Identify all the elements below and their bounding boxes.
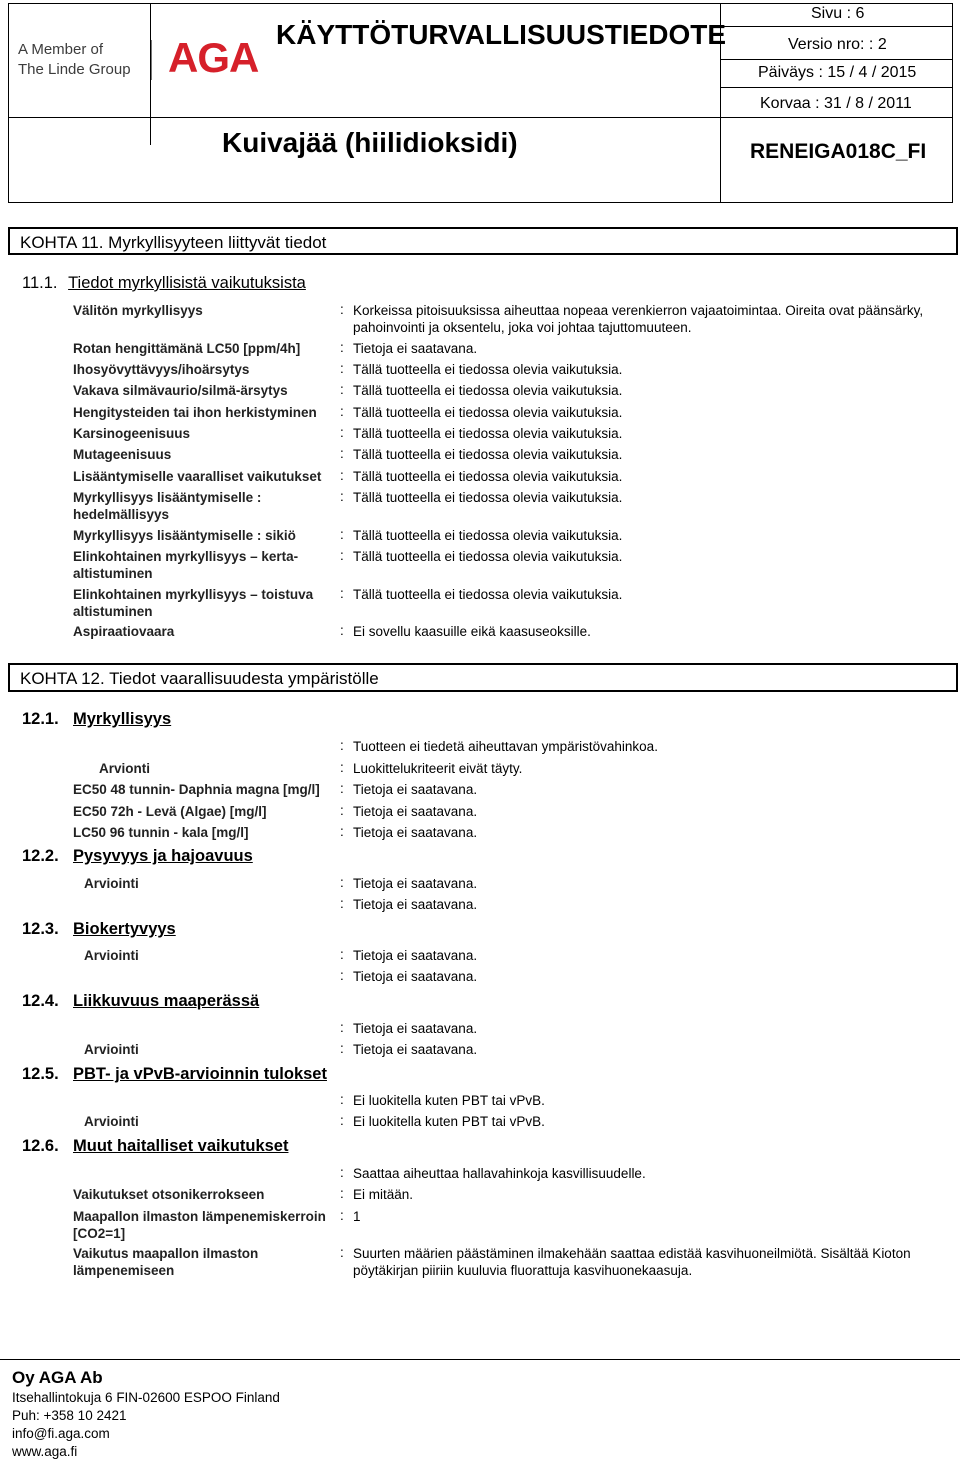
row-value: Tällä tuotteella ei tiedossa olevia vaikutuksia. bbox=[353, 405, 623, 420]
subsection-title: PBT- ja vPvB-arvioinnin tulokset bbox=[73, 1065, 327, 1083]
subsection-title: Liikkuvuus maaperässä bbox=[73, 992, 260, 1010]
row-label: Myrkyllisyys lisääntymiselle : hedelmällisyys bbox=[73, 490, 262, 522]
colon-separator: : bbox=[340, 947, 344, 962]
subsection-number: 12.6. bbox=[22, 1137, 59, 1155]
product-name: Kuivajää (hiilidioksidi) bbox=[222, 127, 518, 158]
document-title: KÄYTTÖTURVALLISUUSTIEDOTE bbox=[276, 19, 727, 50]
row-label: EC50 72h - Levä (Algae) [mg/l] bbox=[73, 804, 267, 819]
footer-website[interactable]: www.aga.fi bbox=[12, 1444, 78, 1459]
footer-company: Oy AGA Ab bbox=[12, 1368, 103, 1387]
colon-separator: : bbox=[340, 1041, 344, 1056]
row-label: Arviointi bbox=[84, 948, 139, 963]
row-label: Rotan hengittämänä LC50 [ppm/4h] bbox=[73, 341, 301, 356]
colon-separator: : bbox=[340, 446, 344, 461]
row-label: Mutageenisuus bbox=[73, 447, 172, 462]
footer-address: Itsehallintokuja 6 FIN-02600 ESPOO Finland bbox=[12, 1390, 280, 1405]
row-value: Tietoja ei saatavana. bbox=[353, 804, 478, 819]
row-value: Tietoja ei saatavana. bbox=[353, 782, 478, 797]
row-value: Tietoja ei saatavana. bbox=[353, 1042, 478, 1057]
colon-separator: : bbox=[340, 425, 344, 440]
colon-separator: : bbox=[340, 760, 344, 775]
subsection-title: Biokertyvyys bbox=[73, 920, 176, 938]
row-value: Tällä tuotteella ei tiedossa olevia vaikutuksia. bbox=[353, 362, 623, 377]
row-label: EC50 48 tunnin- Daphnia magna [mg/l] bbox=[73, 782, 320, 797]
colon-separator: : bbox=[340, 404, 344, 419]
row-label: Vaikutukset otsonikerrokseen bbox=[73, 1187, 265, 1202]
subsection-title: Pysyvyys ja hajoavuus bbox=[73, 847, 253, 865]
row-label: Elinkohtainen myrkyllisyys – toistuva altistuminen bbox=[73, 587, 314, 619]
colon-separator: : bbox=[340, 1245, 344, 1260]
row-label: Ihosyövyttävyys/ihoärsytys bbox=[73, 362, 250, 377]
subsection-number: 12.1. bbox=[22, 710, 59, 728]
logo-group-text: The Linde Group bbox=[18, 61, 131, 78]
row-label: Arviointi bbox=[84, 876, 139, 891]
row-value: Tietoja ei saatavana. bbox=[353, 969, 478, 984]
subsection-number: 12.3. bbox=[22, 920, 59, 938]
subsection-number: 12.2. bbox=[22, 847, 59, 865]
row-value: 1 bbox=[353, 1209, 361, 1224]
subsection-number: 12.5. bbox=[22, 1065, 59, 1083]
section-12-bar: KOHTA 12. Tiedot vaarallisuudesta ympäristölle bbox=[8, 663, 958, 692]
row-value: Suurten määrien päästäminen ilmakehään saattaa edistää kasvihuoneilmiötä. Sisältää Kioton pöytäkirjan piiriin kuuluvia fluorattuja kasvihuonekaasuja. bbox=[353, 1246, 911, 1278]
row-value: Tietoja ei saatavana. bbox=[353, 897, 478, 912]
subsection-title: Tiedot myrkyllisistä vaikutuksista bbox=[68, 274, 306, 292]
aga-logo: AGA bbox=[168, 34, 259, 81]
row-value: Tällä tuotteella ei tiedossa olevia vaikutuksia. bbox=[353, 549, 623, 564]
divider bbox=[720, 26, 953, 27]
divider bbox=[720, 87, 953, 88]
page-number: Sivu : 6 bbox=[811, 5, 865, 22]
document-code: RENEIGA018C_FI bbox=[750, 140, 927, 163]
colon-separator: : bbox=[340, 781, 344, 796]
row-value: Tällä tuotteella ei tiedossa olevia vaikutuksia. bbox=[353, 490, 623, 505]
row-label: Aspiraatiovaara bbox=[73, 624, 175, 639]
row-label: Karsinogeenisuus bbox=[73, 426, 191, 441]
colon-separator: : bbox=[340, 489, 344, 504]
colon-separator: : bbox=[340, 586, 344, 601]
row-value: Tietoja ei saatavana. bbox=[353, 1021, 478, 1036]
row-value: Ei luokitella kuten PBT tai vPvB. bbox=[353, 1114, 545, 1129]
row-value: Tällä tuotteella ei tiedossa olevia vaikutuksia. bbox=[353, 469, 623, 484]
row-label: Arviointi bbox=[84, 1114, 139, 1129]
row-value: Tällä tuotteella ei tiedossa olevia vaikutuksia. bbox=[353, 383, 623, 398]
subsection-11-1-heading bbox=[22, 274, 306, 293]
colon-separator: : bbox=[340, 1208, 344, 1223]
logo-separator bbox=[151, 40, 152, 80]
colon-separator: : bbox=[340, 548, 344, 563]
row-label: Hengitysteiden tai ihon herkistyminen bbox=[73, 405, 317, 420]
divider bbox=[720, 59, 953, 60]
row-label: Vakava silmävaurio/silmä-ärsytys bbox=[73, 383, 288, 398]
subsection-number: 11.1. bbox=[22, 274, 58, 292]
colon-separator: : bbox=[340, 468, 344, 483]
subsection-title: Myrkyllisyys bbox=[73, 710, 172, 728]
colon-separator: : bbox=[340, 1113, 344, 1128]
row-value: Tietoja ei saatavana. bbox=[353, 341, 478, 356]
version: Versio nro: : 2 bbox=[788, 36, 887, 53]
colon-separator: : bbox=[340, 1165, 344, 1180]
row-value: Saattaa aiheuttaa hallavahinkoja kasvillisuudelle. bbox=[353, 1166, 646, 1181]
row-value: Ei luokitella kuten PBT tai vPvB. bbox=[353, 1093, 545, 1108]
colon-separator: : bbox=[340, 340, 344, 355]
row-value: Tällä tuotteella ei tiedossa olevia vaikutuksia. bbox=[353, 528, 623, 543]
colon-separator: : bbox=[340, 968, 344, 983]
row-value: Luokittelukriteerit eivät täyty. bbox=[353, 761, 523, 776]
row-value: Tietoja ei saatavana. bbox=[353, 825, 478, 840]
colon-separator: : bbox=[340, 803, 344, 818]
colon-separator: : bbox=[340, 1186, 344, 1201]
footer-email[interactable]: info@fi.aga.com bbox=[12, 1426, 110, 1441]
colon-separator: : bbox=[340, 302, 344, 317]
footer-divider bbox=[0, 1359, 960, 1360]
row-label: Arvionti bbox=[99, 761, 151, 776]
row-label: Maapallon ilmaston lämpenemiskerroin [CO2=1] bbox=[73, 1209, 326, 1241]
row-label: Lisääntymiselle vaaralliset vaikutukset bbox=[73, 469, 322, 484]
row-value: Korkeissa pitoisuuksissa aiheuttaa nopeaa verenkierron vajaatoimintaa. Oireita ovat päänsärky, pahoinvointi ja oksentelu, joka voi johtaa tajuttomuuteen. bbox=[353, 303, 924, 335]
logo-member bbox=[18, 40, 131, 80]
date: Päiväys : 15 / 4 / 2015 bbox=[758, 64, 917, 81]
subsection-title: Muut haitalliset vaikutukset bbox=[73, 1137, 289, 1155]
row-value: Ei sovellu kaasuille eikä kaasuseoksille. bbox=[353, 624, 591, 639]
colon-separator: : bbox=[340, 1020, 344, 1035]
logo-member-text: A Member of bbox=[18, 41, 104, 58]
colon-separator: : bbox=[340, 1092, 344, 1107]
row-label: Välitön myrkyllisyys bbox=[73, 303, 203, 318]
colon-separator: : bbox=[340, 361, 344, 376]
footer-phone: Puh: +358 10 2421 bbox=[12, 1408, 127, 1423]
colon-separator: : bbox=[340, 623, 344, 638]
divider bbox=[8, 117, 953, 118]
subsection-number: 12.4. bbox=[22, 992, 59, 1010]
row-label: Elinkohtainen myrkyllisyys – kerta-altistuminen bbox=[73, 549, 299, 581]
colon-separator: : bbox=[340, 896, 344, 911]
row-value: Tällä tuotteella ei tiedossa olevia vaikutuksia. bbox=[353, 587, 623, 602]
row-value: Tällä tuotteella ei tiedossa olevia vaikutuksia. bbox=[353, 447, 623, 462]
row-value: Ei mitään. bbox=[353, 1187, 414, 1202]
row-label: Arviointi bbox=[84, 1042, 139, 1057]
row-value: Tuotteen ei tiedetä aiheuttavan ympäristövahinkoa. bbox=[353, 739, 658, 754]
colon-separator: : bbox=[340, 382, 344, 397]
row-label: Vaikutus maapallon ilmaston lämpenemiseen bbox=[73, 1246, 259, 1278]
row-value: Tällä tuotteella ei tiedossa olevia vaikutuksia. bbox=[353, 426, 623, 441]
colon-separator: : bbox=[340, 875, 344, 890]
colon-separator: : bbox=[340, 527, 344, 542]
colon-separator: : bbox=[340, 824, 344, 839]
replaces: Korvaa : 31 / 8 / 2011 bbox=[760, 95, 912, 112]
row-label: Myrkyllisyys lisääntymiselle : sikiö bbox=[73, 528, 296, 543]
row-label: LC50 96 tunnin - kala [mg/l] bbox=[73, 825, 249, 840]
row-value: Tietoja ei saatavana. bbox=[353, 876, 478, 891]
section-11-bar: KOHTA 11. Myrkyllisyyteen liittyvät tiedot bbox=[8, 227, 958, 255]
row-value: Tietoja ei saatavana. bbox=[353, 948, 478, 963]
colon-separator: : bbox=[340, 738, 344, 753]
